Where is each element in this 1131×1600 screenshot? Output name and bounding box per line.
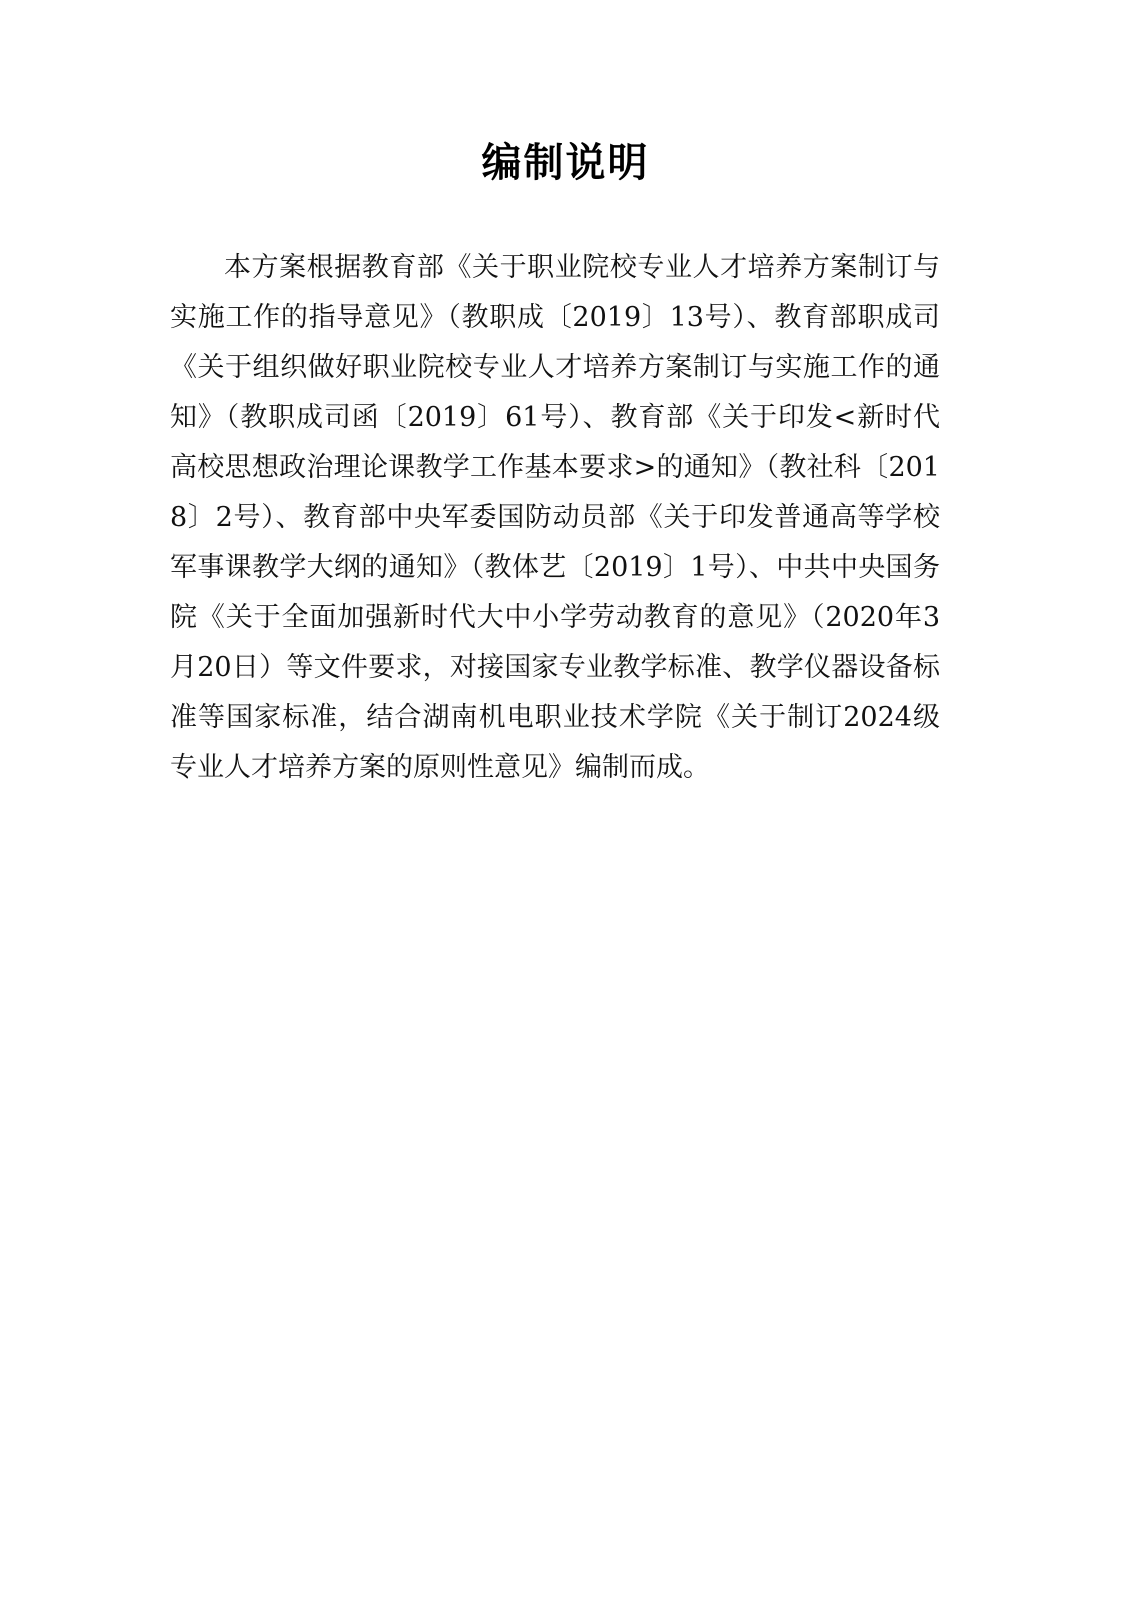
page-title: 编制说明	[481, 140, 650, 186]
body-paragraph: 本方案根据教育部《关于职业院校专业人才培养方案制订与实施工作的指导意见》（教职成〔2019〕13号）、教育部职成司《关于组织做好职业院校专业人才培养方案制订与实施工作的通知》（教职成司函〔2019〕61号）、教育部《关于印发<新时代高校思想政治理论课教学工作基本要求>的通知》（教社科〔2018〕2号）、教育部中央军委国防动员部《关于印发普通高等学校军事课教学大纲的通知》（教体艺〔2019〕1号）、中共中央国务院《关于全面加强新时代大中小学劳动教育的意见》（2020年3月20日）等文件要求，对接国家专业教学标准、教学仪器设备标准等国家标准，结合湖南机电职业技术学院《关于制订2024级专业人才培养方案的原则性意见》编制而成。	[170, 252, 940, 783]
